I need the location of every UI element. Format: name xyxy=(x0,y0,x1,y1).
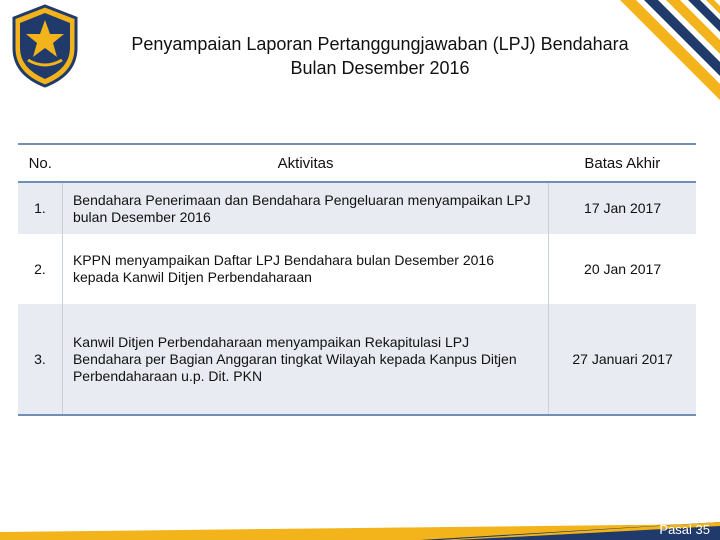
row-deadline: 20 Jan 2017 xyxy=(549,234,696,304)
row-deadline: 27 Januari 2017 xyxy=(549,304,696,415)
title-line-2: Bulan Desember 2016 xyxy=(290,58,470,78)
page-title xyxy=(80,32,680,80)
row-deadline: 17 Jan 2017 xyxy=(549,182,696,234)
schedule-table xyxy=(18,143,696,416)
row-activity: Kanwil Ditjen Perbendaharaan menyampaikan Rekapitulasi LPJ Bendahara per Bagian Anggaran tingkat Wilayah kepada Kanpus Ditjen Perbendaharaan u.p. Dit. PKN xyxy=(62,304,548,415)
row-number: 3. xyxy=(18,304,62,415)
row-number: 2. xyxy=(18,234,62,304)
header-deadline: Batas Akhir xyxy=(549,144,696,182)
table-row xyxy=(18,182,696,234)
ministry-emblem-icon xyxy=(10,4,80,88)
row-activity: Bendahara Penerimaan dan Bendahara Pengeluaran menyampaikan LPJ bulan Desember 2016 xyxy=(62,182,548,234)
table-header-row xyxy=(18,144,696,182)
table-row xyxy=(18,304,696,415)
title-line-1: Penyampaian Laporan Pertanggungjawaban (LPJ) Bendahara xyxy=(131,34,629,54)
decorative-bottom-band xyxy=(0,512,720,540)
header-no: No. xyxy=(18,144,62,182)
row-number: 1. xyxy=(18,182,62,234)
table-row xyxy=(18,234,696,304)
row-activity: KPPN menyampaikan Daftar LPJ Bendahara bulan Desember 2016 kepada Kanwil Ditjen Perbendaharaan xyxy=(62,234,548,304)
header-activity: Aktivitas xyxy=(62,144,548,182)
page-label: Pasal 35 xyxy=(659,522,710,537)
